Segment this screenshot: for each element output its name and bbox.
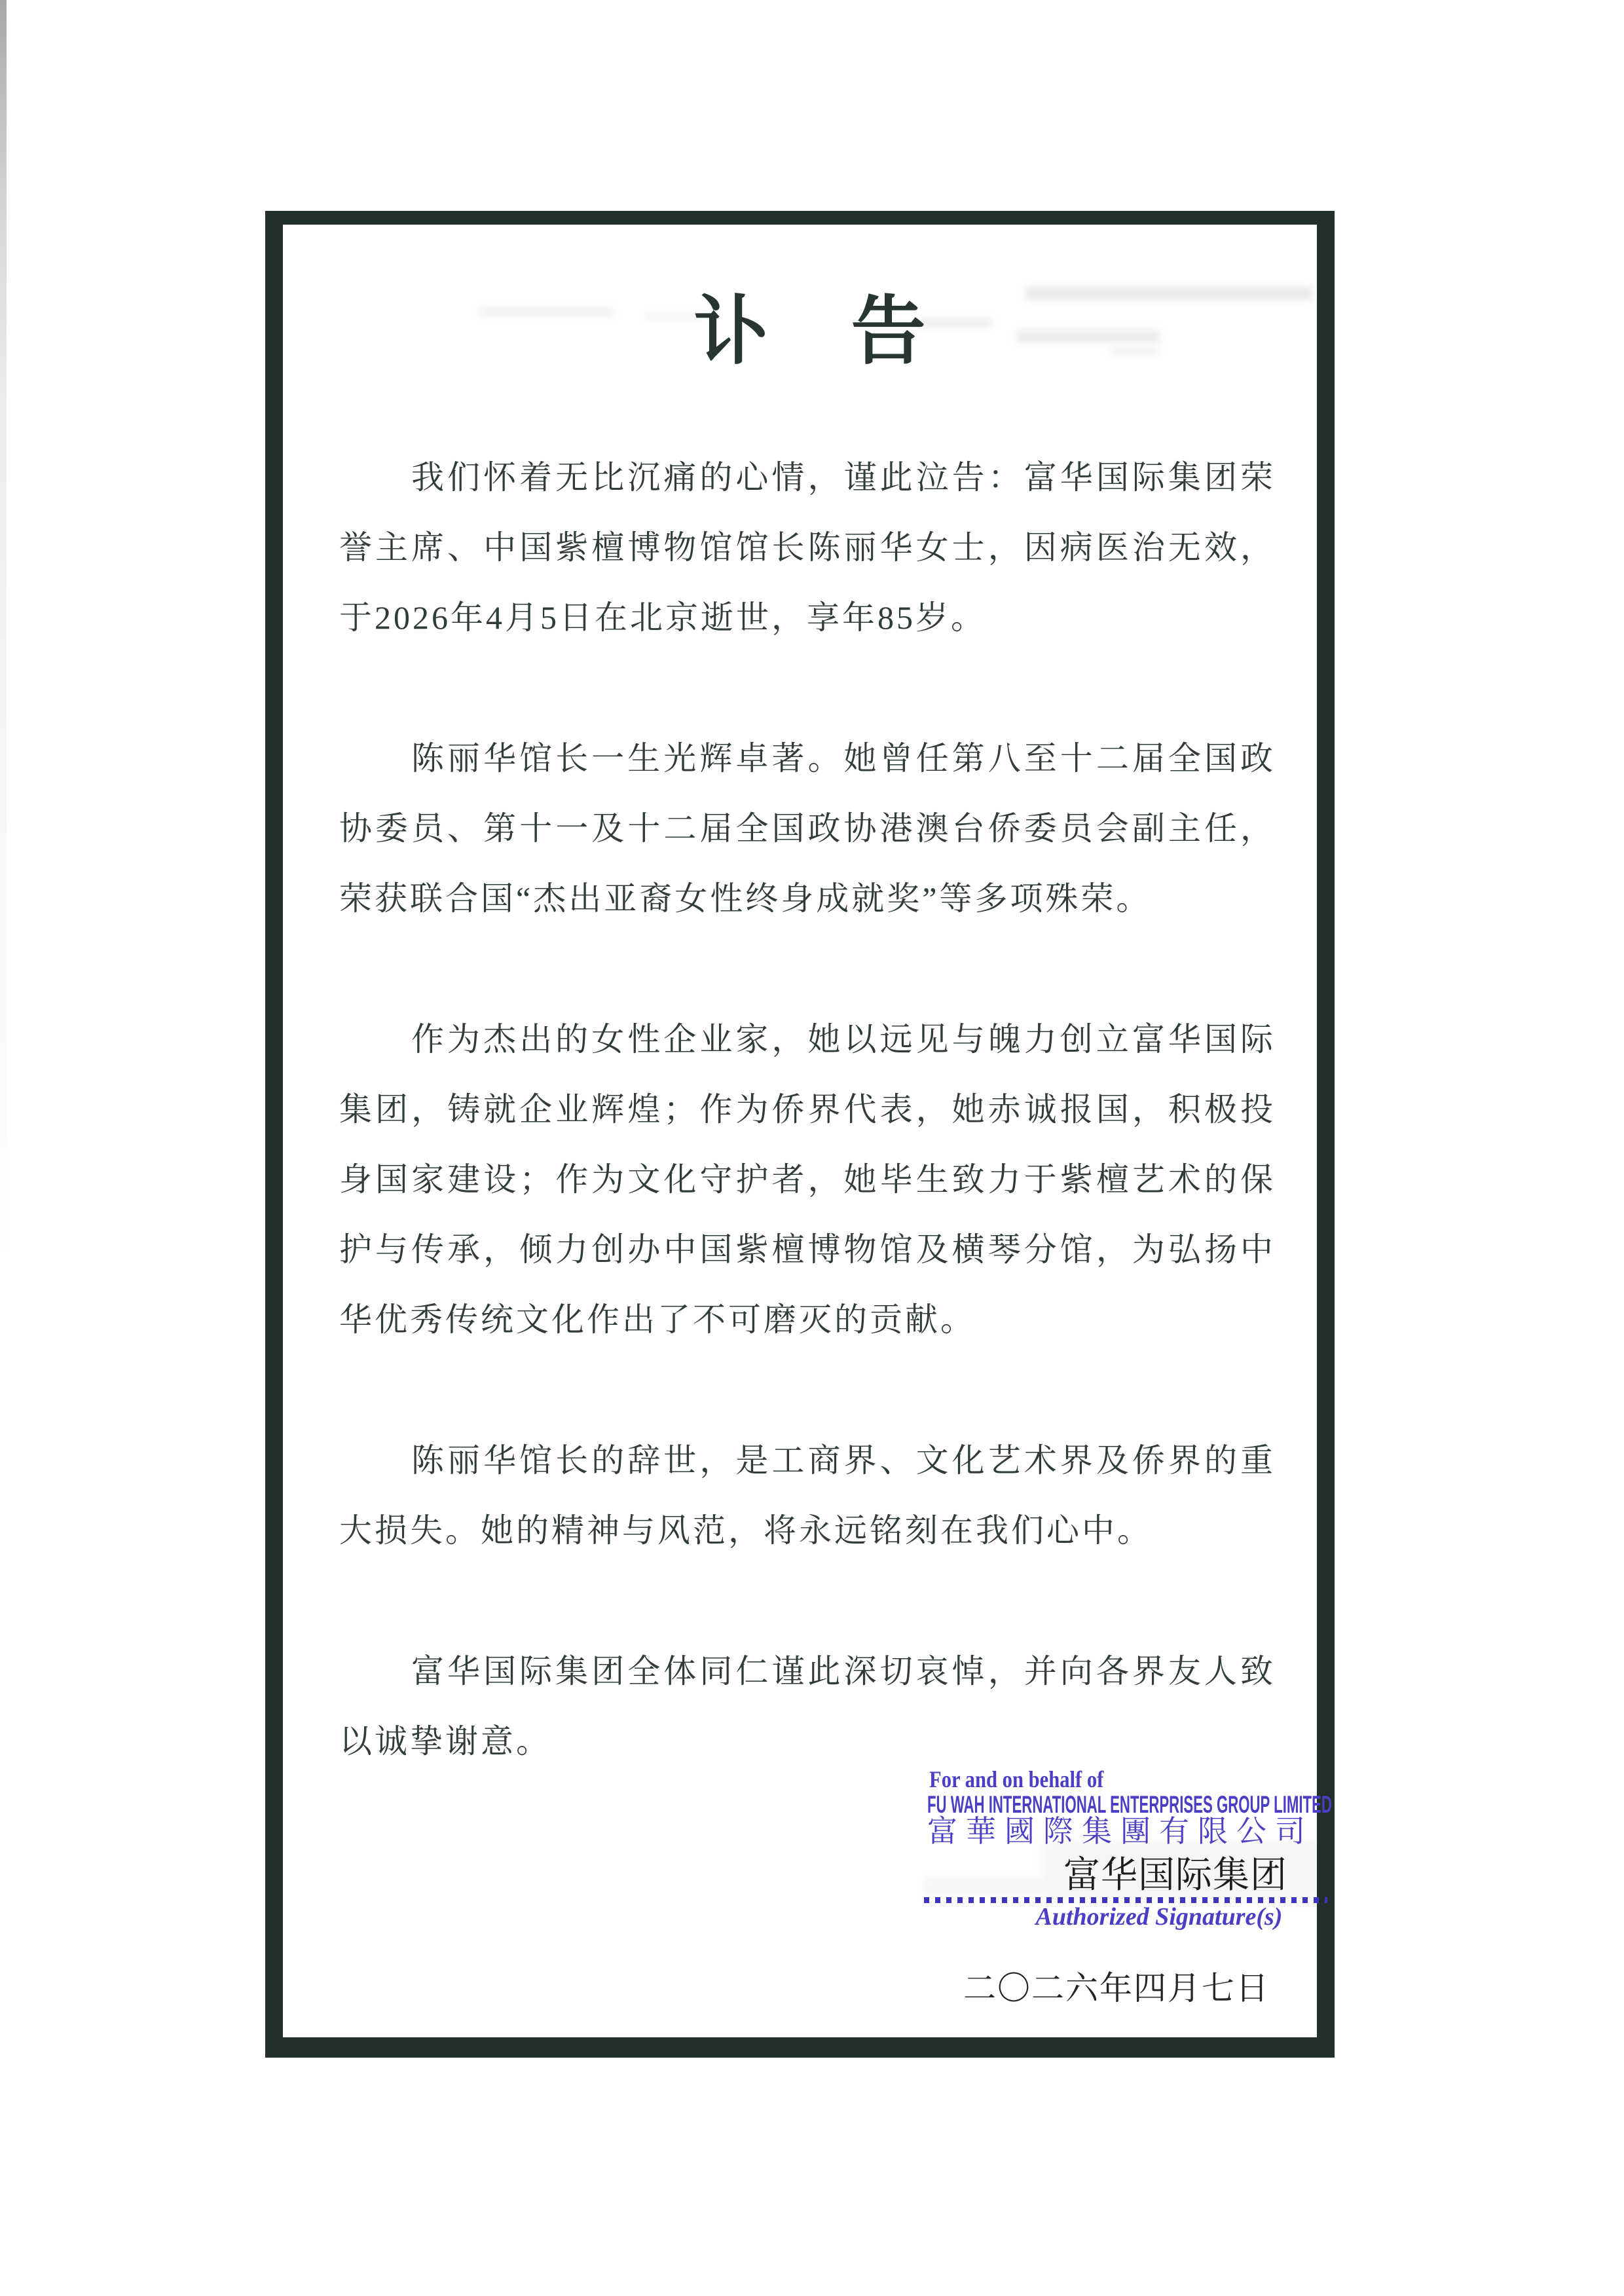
company-signature-text: 富华国际集团 (1063, 1855, 1287, 1896)
notice-date: 二〇二六年四月七日 (963, 1970, 1270, 2007)
paragraph-legacy: 作为杰出的女性企业家，她以远见与魄力创立富华国际集团，铸就企业辉煌；作为侨界代表，她赤诚报国，积极投身国家建设；作为文化守护者，她毕生致力于紫檀艺术的保护与传承，倾力创办中国紫檀博物馆及横琴分馆，为弘扬中华优秀传统文化作出了不可磨灭的贡献。 (339, 1021, 1276, 1338)
stamp-company-name-chinese: 富華國際集團有限公司 (927, 1815, 1314, 1848)
stamp-company-name-english: FU WAH INTERNATIONAL ENTERPRISES GROUP LIMITED (927, 1791, 1332, 1818)
scan-edge-artifact (0, 0, 7, 2296)
paragraph-condolence: 陈丽华馆长的辞世，是工商界、文化艺术界及侨界的重大损失。她的精神与风范，将永远铭刻在我们心中。 (339, 1442, 1276, 1549)
paragraph-achievements: 陈丽华馆长一生光辉卓著。她曾任第八至十二届全国政协委员、第十一及十二届全国政协港澳台侨委员会副主任，荣获联合国“杰出亚裔女性终身成就奖”等多项殊荣。 (339, 740, 1276, 917)
notice-body (339, 443, 1276, 1777)
paragraph-opening: 我们怀着无比沉痛的心情，谨此泣告：富华国际集团荣誉主席、中国紫檀博物馆馆长陈丽华女士，因病医治无效，于2026年4月5日在北京逝世，享年85岁。 (339, 459, 1276, 636)
notice-title: 讣 告 (693, 290, 930, 373)
signature-dotted-line (924, 1897, 1327, 1903)
paragraph-thanks: 富华国际集团全体同仁谨此深切哀悼，并向各界友人致以诚挚谢意。 (339, 1653, 1276, 1760)
stamp-intro-line: For and on behalf of (929, 1766, 1104, 1792)
authorized-signature-label: Authorized Signature(s) (1035, 1903, 1283, 1931)
